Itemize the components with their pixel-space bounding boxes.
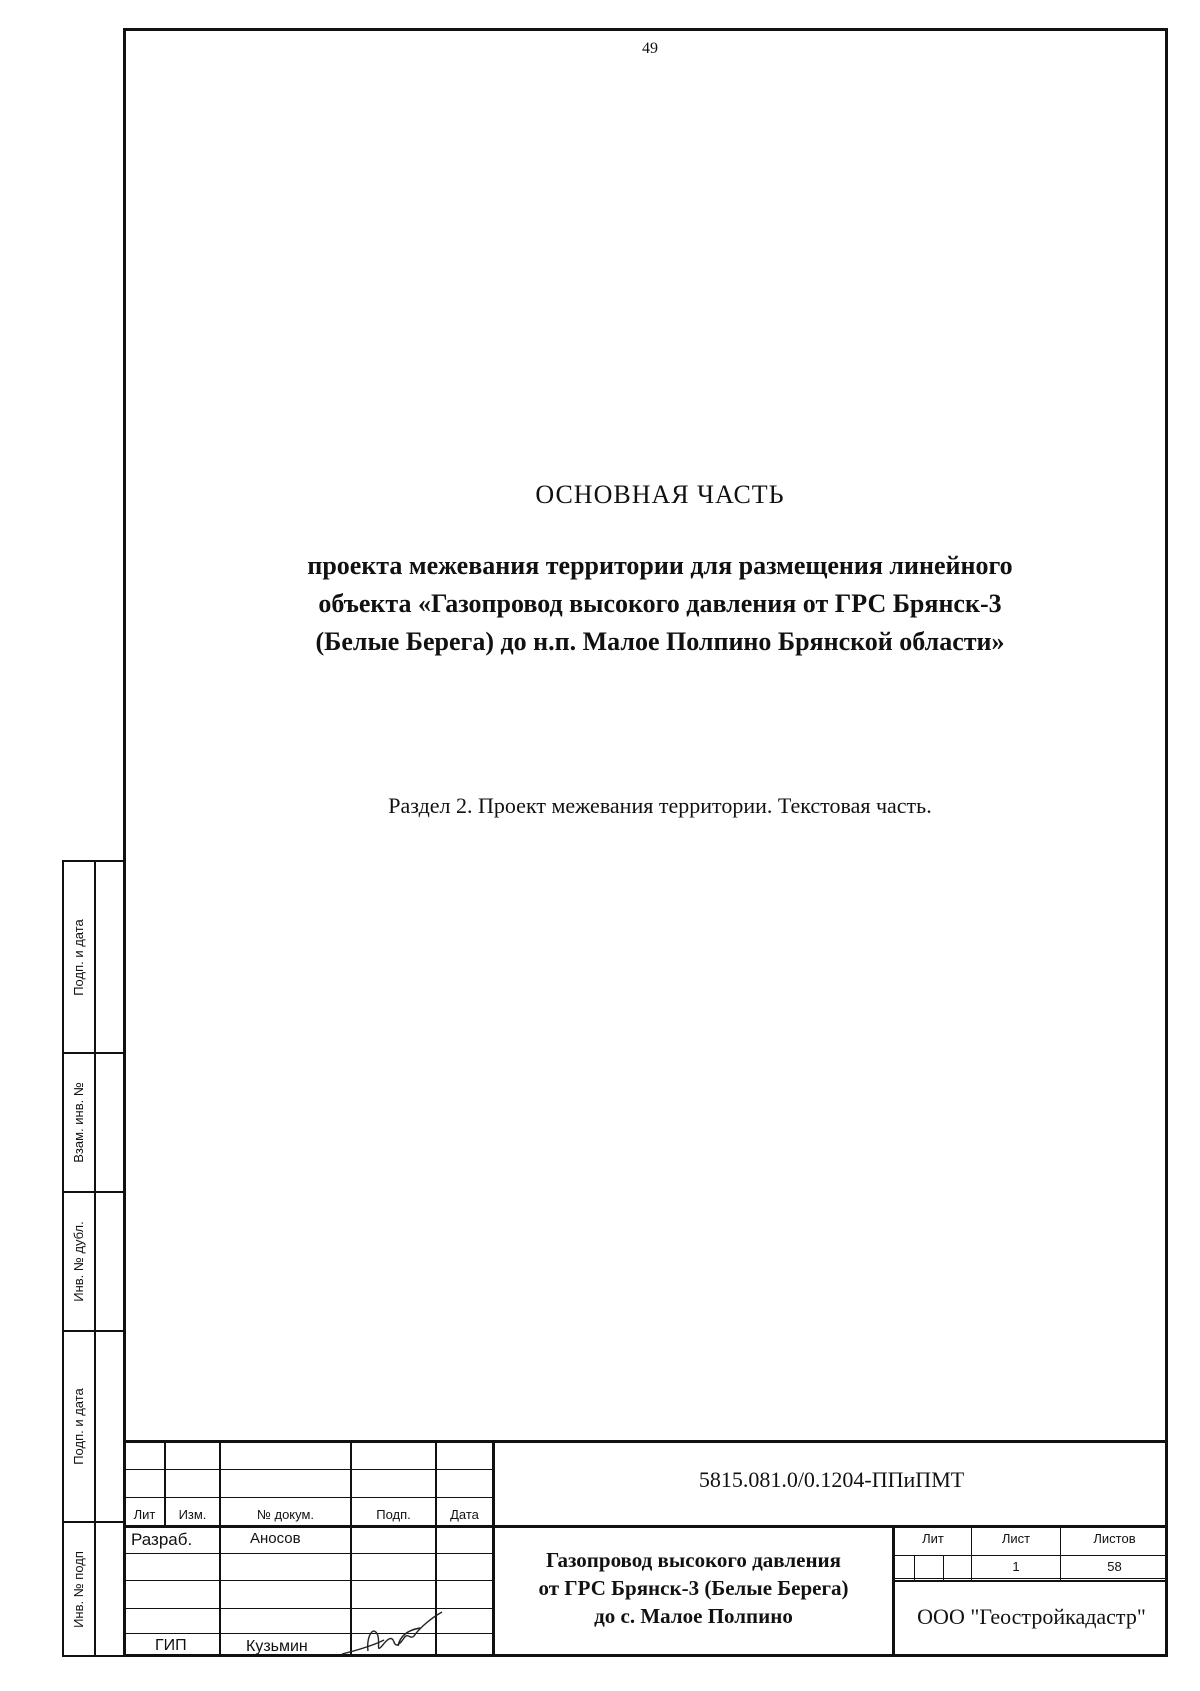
razrab-label: Разраб.: [131, 1530, 193, 1549]
signature-image: [338, 1606, 448, 1658]
object-name-line: от ГРС Брянск-3 (Белые Берега): [538, 1576, 849, 1600]
document-title: ОСНОВНАЯ ЧАСТЬ: [535, 480, 785, 509]
header-n-dokum: № докум.: [256, 1507, 315, 1522]
listov-label: Листов: [1093, 1531, 1136, 1546]
header-podp: Подп.: [376, 1507, 411, 1522]
side-label-inv-podl: Инв. № подп: [71, 1550, 87, 1628]
header-lit: Лит: [133, 1507, 156, 1522]
listov-value: 58: [1107, 1559, 1122, 1574]
razrab-name: Аносов: [250, 1530, 301, 1547]
gip-name: Кузьмин: [246, 1638, 308, 1655]
list-value: 1: [1012, 1559, 1020, 1574]
subtitle-line: объекта «Газопровод высокого давления от ГРС Брянск-3: [318, 589, 1002, 618]
header-data: Дата: [450, 1507, 479, 1522]
object-name: [495, 1546, 892, 1630]
gip-label: ГИП: [155, 1637, 187, 1654]
side-label-podp-data-bottom: Подп. и дата: [71, 1388, 87, 1465]
subtitle-line: проекта межевания территории для размещения линейного: [307, 551, 1013, 580]
lit-label: Лит: [922, 1531, 944, 1546]
section-title: Раздел 2. Проект межевания территории. Текстовая часть.: [388, 793, 932, 818]
organization-name: ООО "Геостройкадастр": [917, 1604, 1146, 1629]
side-label-inv-dubl: Инв. № дубл.: [71, 1221, 87, 1302]
list-label: Лист: [1001, 1531, 1031, 1546]
document-subtitle: [220, 547, 1100, 661]
side-label-podp-data-top: Подп. и дата: [71, 918, 87, 996]
page-number: 49: [642, 40, 658, 57]
subtitle-line: (Белые Берега) до н.п. Малое Полпино Брянской области»: [315, 627, 1005, 656]
object-name-line: до с. Малое Полпино: [594, 1604, 793, 1628]
doc-code: 5815.081.0/0.1204-ППиПМТ: [698, 1467, 965, 1492]
page-frame: [123, 28, 1168, 1657]
header-izm: Изм.: [178, 1507, 207, 1522]
side-label-vzam-inv: Взам. инв. №: [71, 1082, 87, 1163]
object-name-line: Газопровод высокого давления: [545, 1548, 842, 1572]
